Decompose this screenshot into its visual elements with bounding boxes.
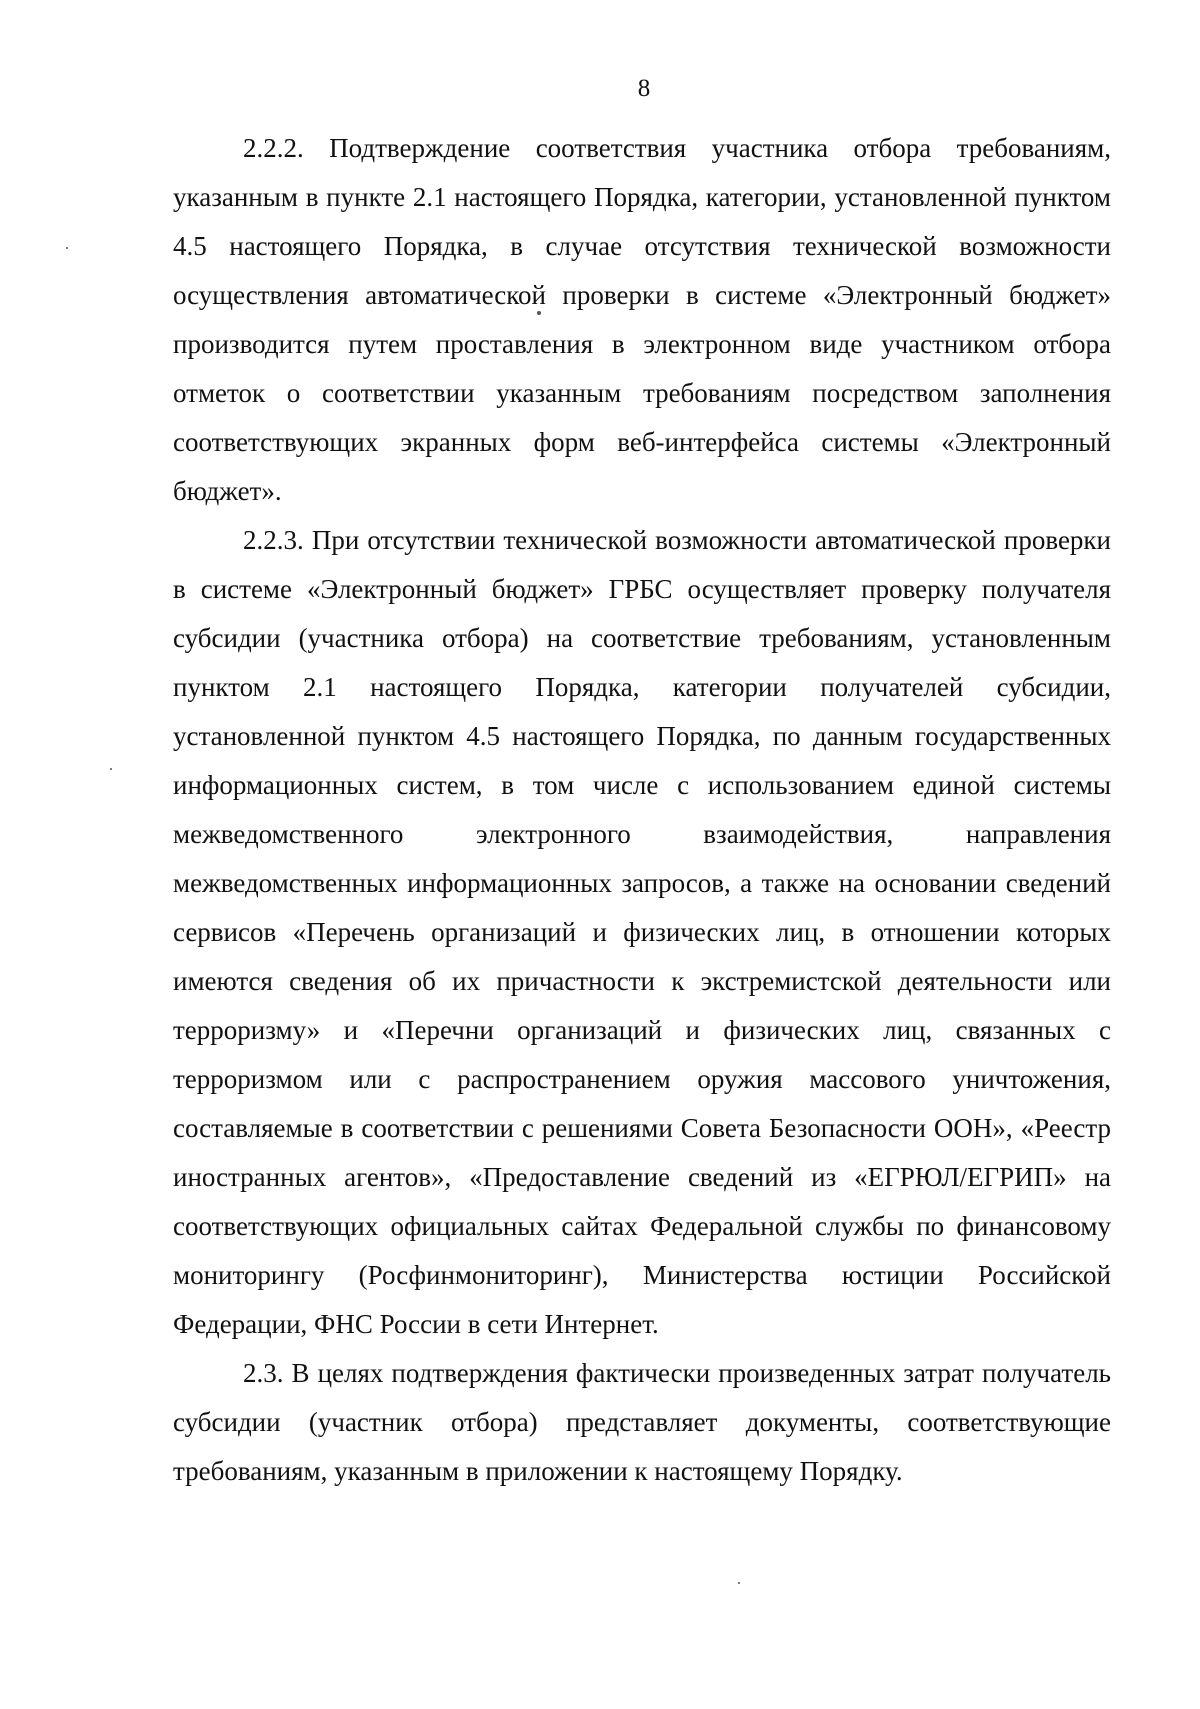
page-number: 8	[637, 75, 651, 102]
paragraph-2-3: 2.3. В целях подтверждения фактически произведенных затрат получатель субсидии (участник отбора) представляет документы, соответствующие требованиям, указанным в приложении к настоящему Порядку.	[173, 1358, 1111, 1486]
paragraph-2-2-2: 2.2.2. Подтверждение соответствия участника отбора требованиям, указанным в пункте 2.1 настоящего Порядка, категории, установленной пунктом 4.5 настоящего Порядка, в случае отсутствия технической возможности осуществления автоматической проверки в системе «Электронный бюджет» производится путем проставления в электронном виде участником отбора отметок о соответствии указанным требованиям посредством заполнения соответствующих экранных форм веб-интерфейса системы «Электронный бюджет».	[173, 133, 1111, 506]
scan-speck	[738, 1582, 740, 1584]
scan-speck	[537, 311, 541, 315]
paragraph-2-2-3: 2.2.3. При отсутствии технической возможности автоматической проверки в системе «Электронный бюджет» ГРБС осуществляет проверку получателя субсидии (участника отбора) на соответствие требованиям, установленным пунктом 2.1 настоящего Порядка, категории получателей субсидии, установленной пунктом 4.5 настоящего Порядка, по данным государственных информационных систем, в том числе с использованием единой системы межведомственного электронного взаимодействия, направления межведомственных информационных запросов, а также на основании сведений сервисов «Перечень организаций и физических лиц, в отношении которых имеются сведения об их причастности к экстремистской деятельности или терроризму» и «Перечни организаций и физических лиц, связанных с терроризмом или с распространением оружия массового уничтожения, составляемые в соответствии с решениями Совета Безопасности ООН», «Реестр иностранных агентов», «Предоставление сведений из «ЕГРЮЛ/ЕГРИП» на соответствующих официальных сайтах Федеральной службы по финансовому мониторингу (Росфинмониторинг), Министерства юстиции Российской Федерации, ФНС России в сети Интернет.	[173, 525, 1111, 1339]
scan-speck	[66, 247, 68, 249]
scan-speck	[110, 768, 112, 770]
